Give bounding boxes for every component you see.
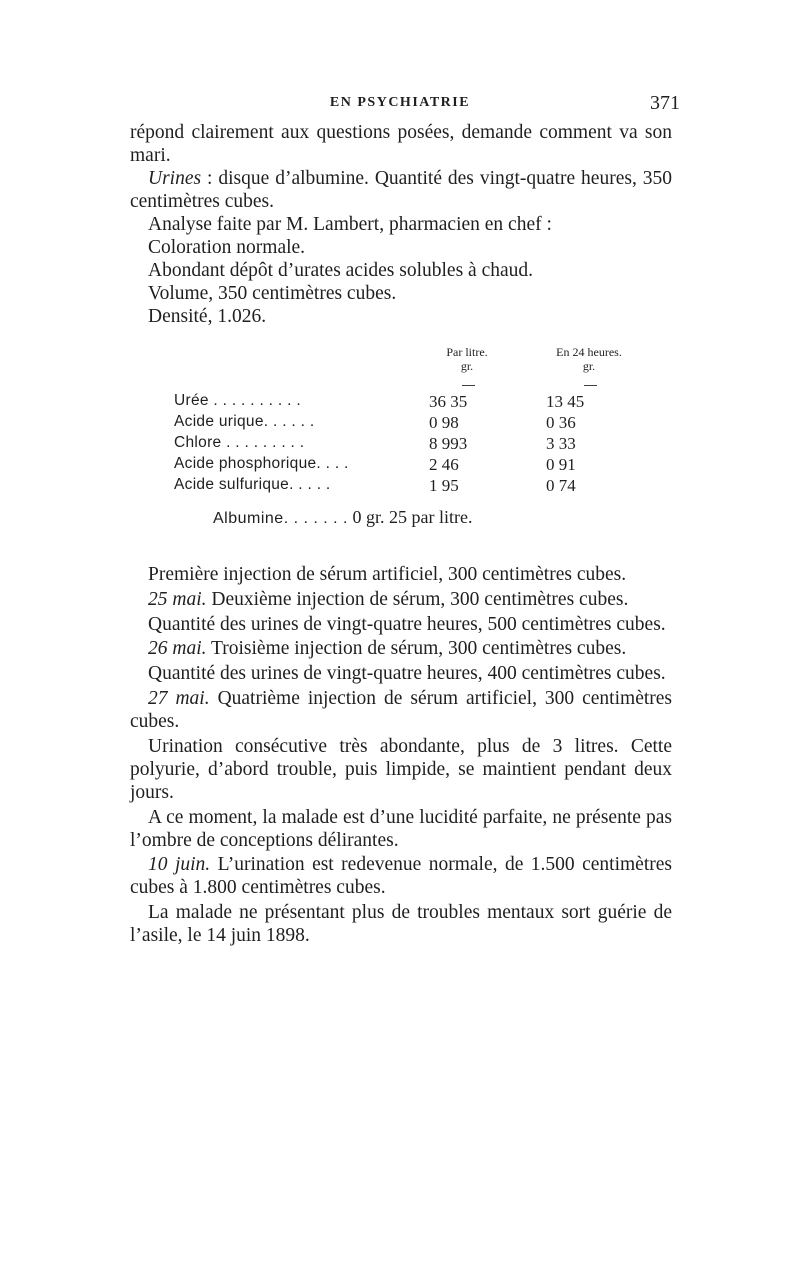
paragraph-text: : disque d’albumine. Quantité des vingt-quatre heures, 350 centimètres cubes. [130,168,672,212]
italic-lead: Urines [148,168,202,189]
value-per-litre: 36 35 [429,392,468,411]
table-row [174,413,644,433]
paragraph-text: Quatrième injection de sérum artificiel, 300 centimètres cubes. [130,687,672,732]
albumine-line [213,507,472,528]
value-24h: 3 33 [546,434,576,453]
row-label: Acide sulfurique. . . . . [174,476,331,493]
albumine-label: Albumine. . . . . . . [213,510,348,527]
date-lead: 26 mai. [148,638,207,660]
paragraph: La malade ne présentant plus de troubles mentaux sort guérie de l’asile, le 14 juin 1898. [130,902,672,947]
value-24h: 0 91 [546,455,576,474]
paragraph: Volume, 350 centimètres cubes. [148,283,397,304]
column-header-label: En 24 heures. [556,345,622,359]
paragraph: Urination consécutive très abondante, plus de 3 litres. Cette polyurie, d’abord trouble, puis limpide, se maintient pendant deux jours. [130,735,672,803]
paragraph: Densité, 1.026. [148,306,267,327]
albumine-value: 0 gr. 25 par litre. [352,507,473,527]
value-24h: 13 45 [546,392,585,411]
paragraph: Quantité des urines de vingt-quatre heures, 400 centimètres cubes. [148,663,666,685]
paragraph [130,167,672,213]
row-label: Chlore . . . . . . . . . [174,434,305,451]
paragraph: Première injection de sérum artificiel, 300 centimètres cubes. [148,564,627,585]
row-label: Acide phosphorique. . . . [174,455,349,472]
paragraph [130,588,672,611]
paragraph [130,687,672,733]
column-unit: gr. [460,359,474,373]
date-lead: 27 mai. [148,687,210,709]
header-title: EN PSYCHIATRIE [329,95,471,110]
value-per-litre: 0 98 [429,413,459,432]
page-number: 371 [650,92,680,114]
date-lead: 25 mai. [148,588,207,610]
row-label: Acide urique. . . . . . [174,413,315,430]
column-dash: — [584,377,597,392]
paragraph: Coloration normale. [148,237,306,258]
text-block-top [130,121,672,328]
value-per-litre: 8 993 [429,434,468,453]
column-unit: gr. [582,359,596,373]
text-block-bottom [130,563,672,949]
running-header [120,92,680,118]
paragraph: répond clairement aux questions posées, demande comment va son mari. [130,122,672,166]
paragraph [130,637,672,660]
table-row [174,392,644,412]
value-24h: 0 36 [546,413,576,432]
date-lead: 10 juin. [148,854,211,876]
paragraph: Quantité des urines de vingt-quatre heures, 500 centimètres cubes. [148,613,666,635]
value-per-litre: 1 95 [429,476,459,495]
paragraph: Abondant dépôt d’urates acides solubles à chaud. [148,260,534,281]
paragraph-text: Troisième injection de sérum, 300 centimètres cubes. [206,638,627,660]
paragraph: Analyse faite par M. Lambert, pharmacien en chef : [148,214,552,235]
paragraph-text: L’urination est redevenue normale, de 1.500 centimètres cubes à 1.800 centimètres cubes. [130,854,672,899]
column-dash: — [462,377,475,392]
column-header-24h [534,345,644,373]
table-row [174,455,644,475]
paragraph: A ce moment, la malade est d’une lucidité parfaite, ne présente pas l’ombre de conceptions délirantes. [130,806,672,851]
column-header-per-litre [422,345,512,373]
value-per-litre: 2 46 [429,455,459,474]
paragraph-text: Deuxième injection de sérum, 300 centimètres cubes. [206,588,629,610]
table-row [174,434,644,454]
paragraph [130,853,672,899]
row-label: Urée . . . . . . . . . . [174,392,301,409]
column-header-label: Par litre. [446,345,488,359]
table-row [174,476,644,496]
value-24h: 0 74 [546,476,576,495]
